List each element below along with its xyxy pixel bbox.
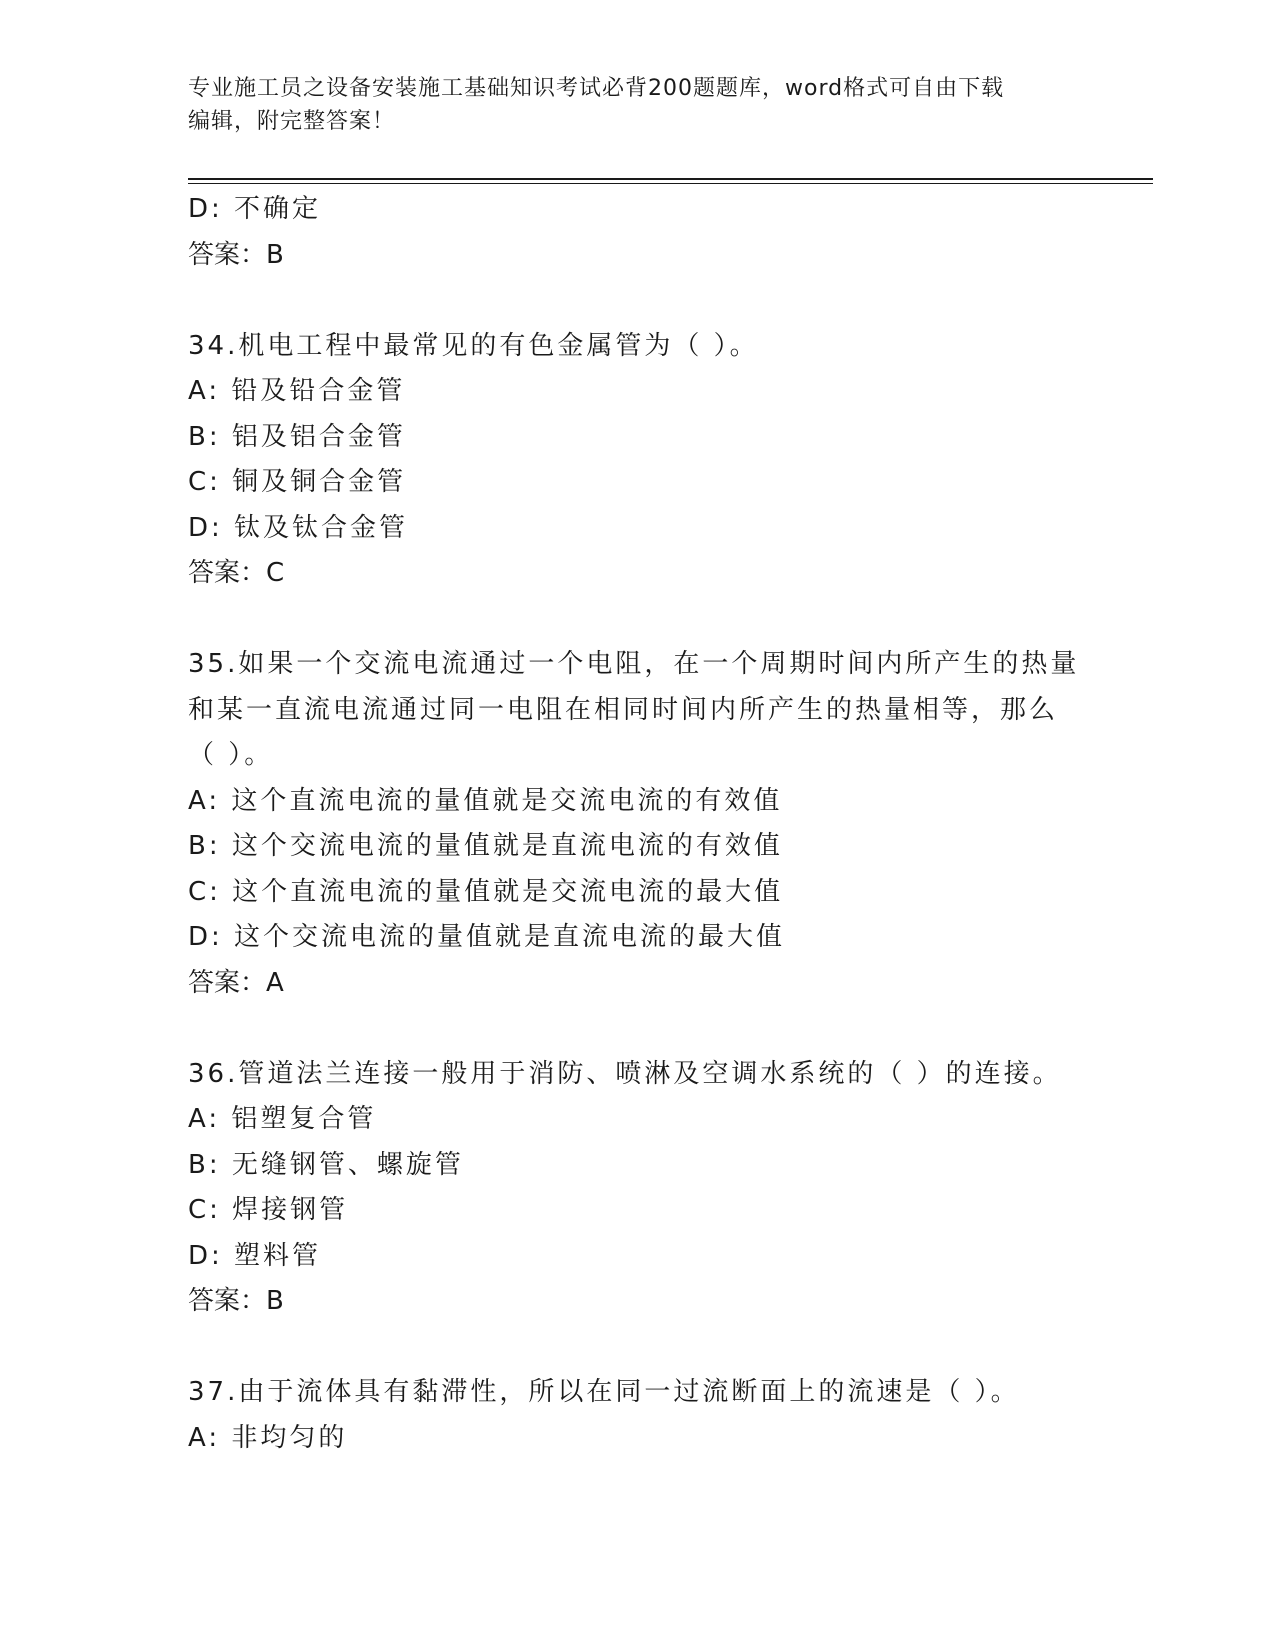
answer-line: 答案：C <box>188 558 285 588</box>
option-d: D: 钛及钛合金管 <box>188 512 409 543</box>
spacer <box>188 278 1108 324</box>
header-line-1: 专业施工员之设备安装施工基础知识考试必背200题题库，word格式可自由下载 <box>188 76 1005 101</box>
option-d: D: 不确定 <box>188 194 322 224</box>
answer-line: 答案：A <box>188 967 284 998</box>
document-body <box>188 187 1108 1461</box>
question-text-line-1: 35.如果一个交流电流通过一个电阻，在一个周期时间内所产生的热量 <box>188 649 1080 679</box>
header-rule-thick <box>188 178 1153 180</box>
spacer <box>188 597 1108 643</box>
option-a: A: 这个直流电流的量值就是交流电流的有效值 <box>188 785 783 816</box>
question-text: 37.由于流体具有黏滞性，所以在同一过流断面上的流速是（ ）。 <box>188 1377 1020 1407</box>
spacer <box>188 1325 1108 1371</box>
question-text-line-3: （ ）。 <box>188 740 274 770</box>
question-text-line-2: 和某一直流电流通过同一电阻在相同时间内所产生的热量相等，那么 <box>188 694 1059 725</box>
header-rule-thin <box>188 183 1153 184</box>
option-a: A: 铝塑复合管 <box>188 1104 377 1134</box>
option-c: C: 这个直流电流的量值就是交流电流的最大值 <box>188 876 784 907</box>
answer-line: 答案：B <box>188 239 284 270</box>
option-c: C: 焊接钢管 <box>188 1195 349 1225</box>
option-d: D: 这个交流电流的量值就是直流电流的最大值 <box>188 922 786 952</box>
question-text: 36.管道法兰连接一般用于消防、喷淋及空调水系统的（ ）的连接。 <box>188 1058 1062 1089</box>
answer-line: 答案：B <box>188 1286 284 1316</box>
question-text: 34.机电工程中最常见的有色金属管为（ ）。 <box>188 330 759 361</box>
option-d: D: 塑料管 <box>188 1240 322 1271</box>
option-c: C: 铜及铜合金管 <box>188 467 407 497</box>
question-34 <box>188 324 1108 597</box>
question-35 <box>188 642 1108 1006</box>
option-b: B: 铝及铝合金管 <box>188 421 406 452</box>
question-37 <box>188 1370 1108 1461</box>
spacer <box>188 1006 1108 1052</box>
option-b: B: 这个交流电流的量值就是直流电流的有效值 <box>188 831 783 861</box>
document-header <box>188 72 1088 138</box>
question-33-tail <box>188 187 1108 278</box>
option-a: A: 铅及铅合金管 <box>188 376 406 406</box>
header-line-2: 编辑，附完整答案！ <box>188 109 396 134</box>
option-b: B: 无缝钢管、螺旋管 <box>188 1149 464 1180</box>
question-36 <box>188 1052 1108 1325</box>
option-a: A: 非均匀的 <box>188 1422 348 1453</box>
